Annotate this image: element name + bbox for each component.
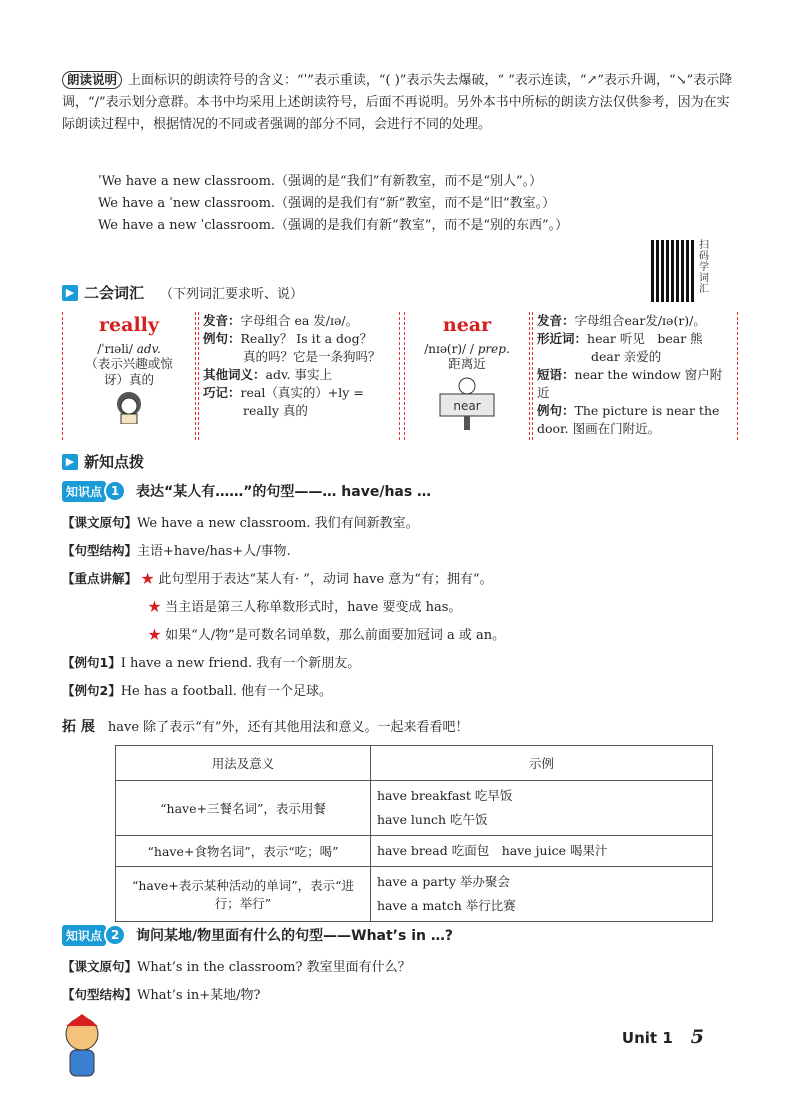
detail-line: 例句：Really？ Is it a dog？ bbox=[203, 331, 373, 346]
table-row bbox=[116, 836, 713, 867]
svg-text:near: near bbox=[453, 399, 481, 413]
vocab-cards bbox=[62, 312, 738, 440]
table-cell: “have+表示某种活动的单词”，表示“进行；举行” bbox=[116, 867, 371, 922]
detail-line: 发音：字母组合 ea 发/ɪə/。 bbox=[203, 313, 359, 328]
table-cell: have a party 举办聚会 have a match 举行比赛 bbox=[371, 867, 713, 922]
table-header: 用法及意义 bbox=[116, 746, 371, 781]
reading-instructions bbox=[62, 70, 742, 136]
mascot-icon bbox=[52, 1012, 112, 1082]
extension-intro: 拓 展 have 除了表示“有”外，还有其他用法和意义。一起来看看吧！ bbox=[62, 719, 469, 735]
vocab-meaning: 距离近 bbox=[448, 356, 486, 371]
vocab-word: near bbox=[442, 314, 492, 336]
detail-line: really 真的 bbox=[243, 403, 308, 418]
kp-tag: 知识点 bbox=[62, 925, 106, 946]
new-section-title: 新知点拨 bbox=[84, 453, 145, 471]
vocab-word: really bbox=[99, 314, 159, 336]
table-header: 示例 bbox=[371, 746, 713, 781]
stress-example-1: ˈWe have a new classroom.（强调的是“我们”有新教室，而不是“别人”。） bbox=[98, 174, 543, 189]
kp1-key-point-2: ★ 当主语是第三人称单数形式时，have 要变成 has。 bbox=[148, 600, 462, 615]
detail-line: 形近词：hear 听见 bear 熊 bbox=[537, 331, 703, 346]
kp1-example-1: 【例句1】I have a new friend. 我有一个新朋友。 bbox=[62, 655, 361, 671]
table-cell: “have+三餐名词”，表示用餐 bbox=[116, 781, 371, 836]
detail-line: 真的吗？它是一条狗吗？ bbox=[243, 349, 381, 364]
kp-title: 表达“某人有……”的句型——… have/has … bbox=[136, 484, 432, 500]
star-icon: ★ bbox=[148, 628, 162, 643]
kp2-structure: 【句型结构】What’s in+某地/物? bbox=[62, 987, 261, 1003]
kp1-key-point-3: ★ 如果“人/物”是可数名词单数，那么前面要加冠词 a 或 an。 bbox=[148, 628, 506, 643]
knowledge-point-2-header bbox=[62, 924, 453, 946]
kp1-structure: 【句型结构】主语+have/has+人/事物. bbox=[62, 543, 291, 559]
detail-line: dear 亲爱的 bbox=[591, 349, 662, 364]
vocab-card-really bbox=[62, 312, 196, 440]
vocab-section-note: （下列词汇要求听、说） bbox=[160, 287, 304, 302]
knowledge-point-1-header bbox=[62, 480, 431, 502]
table-cell: have breakfast 吃早饭 have lunch 吃午饭 bbox=[371, 781, 713, 836]
vocab-detail-really bbox=[198, 312, 400, 440]
page-number: 5 bbox=[690, 1026, 704, 1048]
new-section-header bbox=[62, 451, 144, 472]
star-icon: ★ bbox=[148, 600, 162, 615]
detail-line: 例句：The picture is near the door. 图画在门附近。 bbox=[537, 403, 720, 436]
kp-title: 询问某地/物里面有什么的句型——What’s in …? bbox=[136, 928, 453, 944]
girl-illustration-icon bbox=[109, 390, 149, 424]
kp1-key-point-1: 【重点讲解】 ★ 此句型用于表达“某人有· ”，动词 have 意为“有；拥有”。 bbox=[62, 571, 493, 587]
table-row bbox=[116, 781, 713, 836]
vocab-detail-near bbox=[532, 312, 738, 440]
detail-line: 短语：near the window 窗户附近 bbox=[537, 367, 723, 400]
reading-instructions-tag: 朗读说明 bbox=[62, 71, 122, 89]
kp-tag: 知识点 bbox=[62, 481, 106, 502]
have-usage-table bbox=[115, 745, 713, 922]
qr-code-icon[interactable] bbox=[651, 240, 695, 302]
kp-number: 2 bbox=[104, 924, 126, 946]
reading-instructions-text: 上面标识的朗读符号的含义：“ˈ”表示重读，“( )”表示失去爆破，“ ”表示连读，“↗”表示升调，“↘”表示降调，“/”表示划分意群。本书中均采用上述朗读符号，后面不再说明。另外本书中所标的朗读方法仅供参考，因为在实际朗读过程中，根据情况的不同或者强调的部分不同，会进行不同的处理。 bbox=[62, 73, 733, 132]
unit-label: Unit 1 bbox=[621, 1029, 673, 1047]
table-row bbox=[116, 867, 713, 922]
vocab-section-header bbox=[62, 282, 303, 303]
detail-line: 巧记：real（真实的）+ly = bbox=[203, 385, 364, 400]
stress-example-2: We have a ˈnew classroom.（强调的是我们有“新”教室，而不是“旧”教室。） bbox=[98, 196, 556, 211]
section-arrow-icon: ▶ bbox=[62, 454, 78, 470]
stress-example-3: We have a new ˈclassroom.（强调的是我们有新“教室”，而不是“别的东西”。） bbox=[98, 218, 569, 233]
detail-line: 发音：字母组合ear发/ɪə(r)/。 bbox=[537, 313, 706, 328]
sign-illustration-icon bbox=[432, 376, 502, 430]
qr-label: 扫码学词汇 bbox=[699, 240, 709, 295]
vocab-card-near bbox=[404, 312, 530, 440]
section-arrow-icon: ▶ bbox=[62, 285, 78, 301]
kp1-original: 【课文原句】We have a new classroom. 我们有间新教室。 bbox=[62, 515, 419, 531]
vocab-phonetic: /ˈrɪəli/ adv. bbox=[97, 342, 161, 356]
kp-number: 1 bbox=[104, 480, 126, 502]
page-footer bbox=[622, 1026, 704, 1048]
vocab-phonetic: /nɪə(r)/ / prep. bbox=[424, 342, 510, 356]
vocab-meaning: （表示兴趣或惊讶）真的 bbox=[85, 356, 173, 387]
table-header-row bbox=[116, 746, 713, 781]
vocab-section-title: 二会词汇 bbox=[84, 284, 145, 302]
table-cell: “have+食物名词”，表示“吃；喝” bbox=[116, 836, 371, 867]
kp2-original: 【课文原句】What’s in the classroom? 教室里面有什么？ bbox=[62, 959, 411, 975]
kp1-example-2: 【例句2】He has a football. 他有一个足球。 bbox=[62, 683, 333, 699]
star-icon: ★ bbox=[141, 572, 155, 587]
detail-line: 其他词义：adv. 事实上 bbox=[203, 367, 332, 382]
table-cell: have bread 吃面包 have juice 喝果汁 bbox=[371, 836, 713, 867]
